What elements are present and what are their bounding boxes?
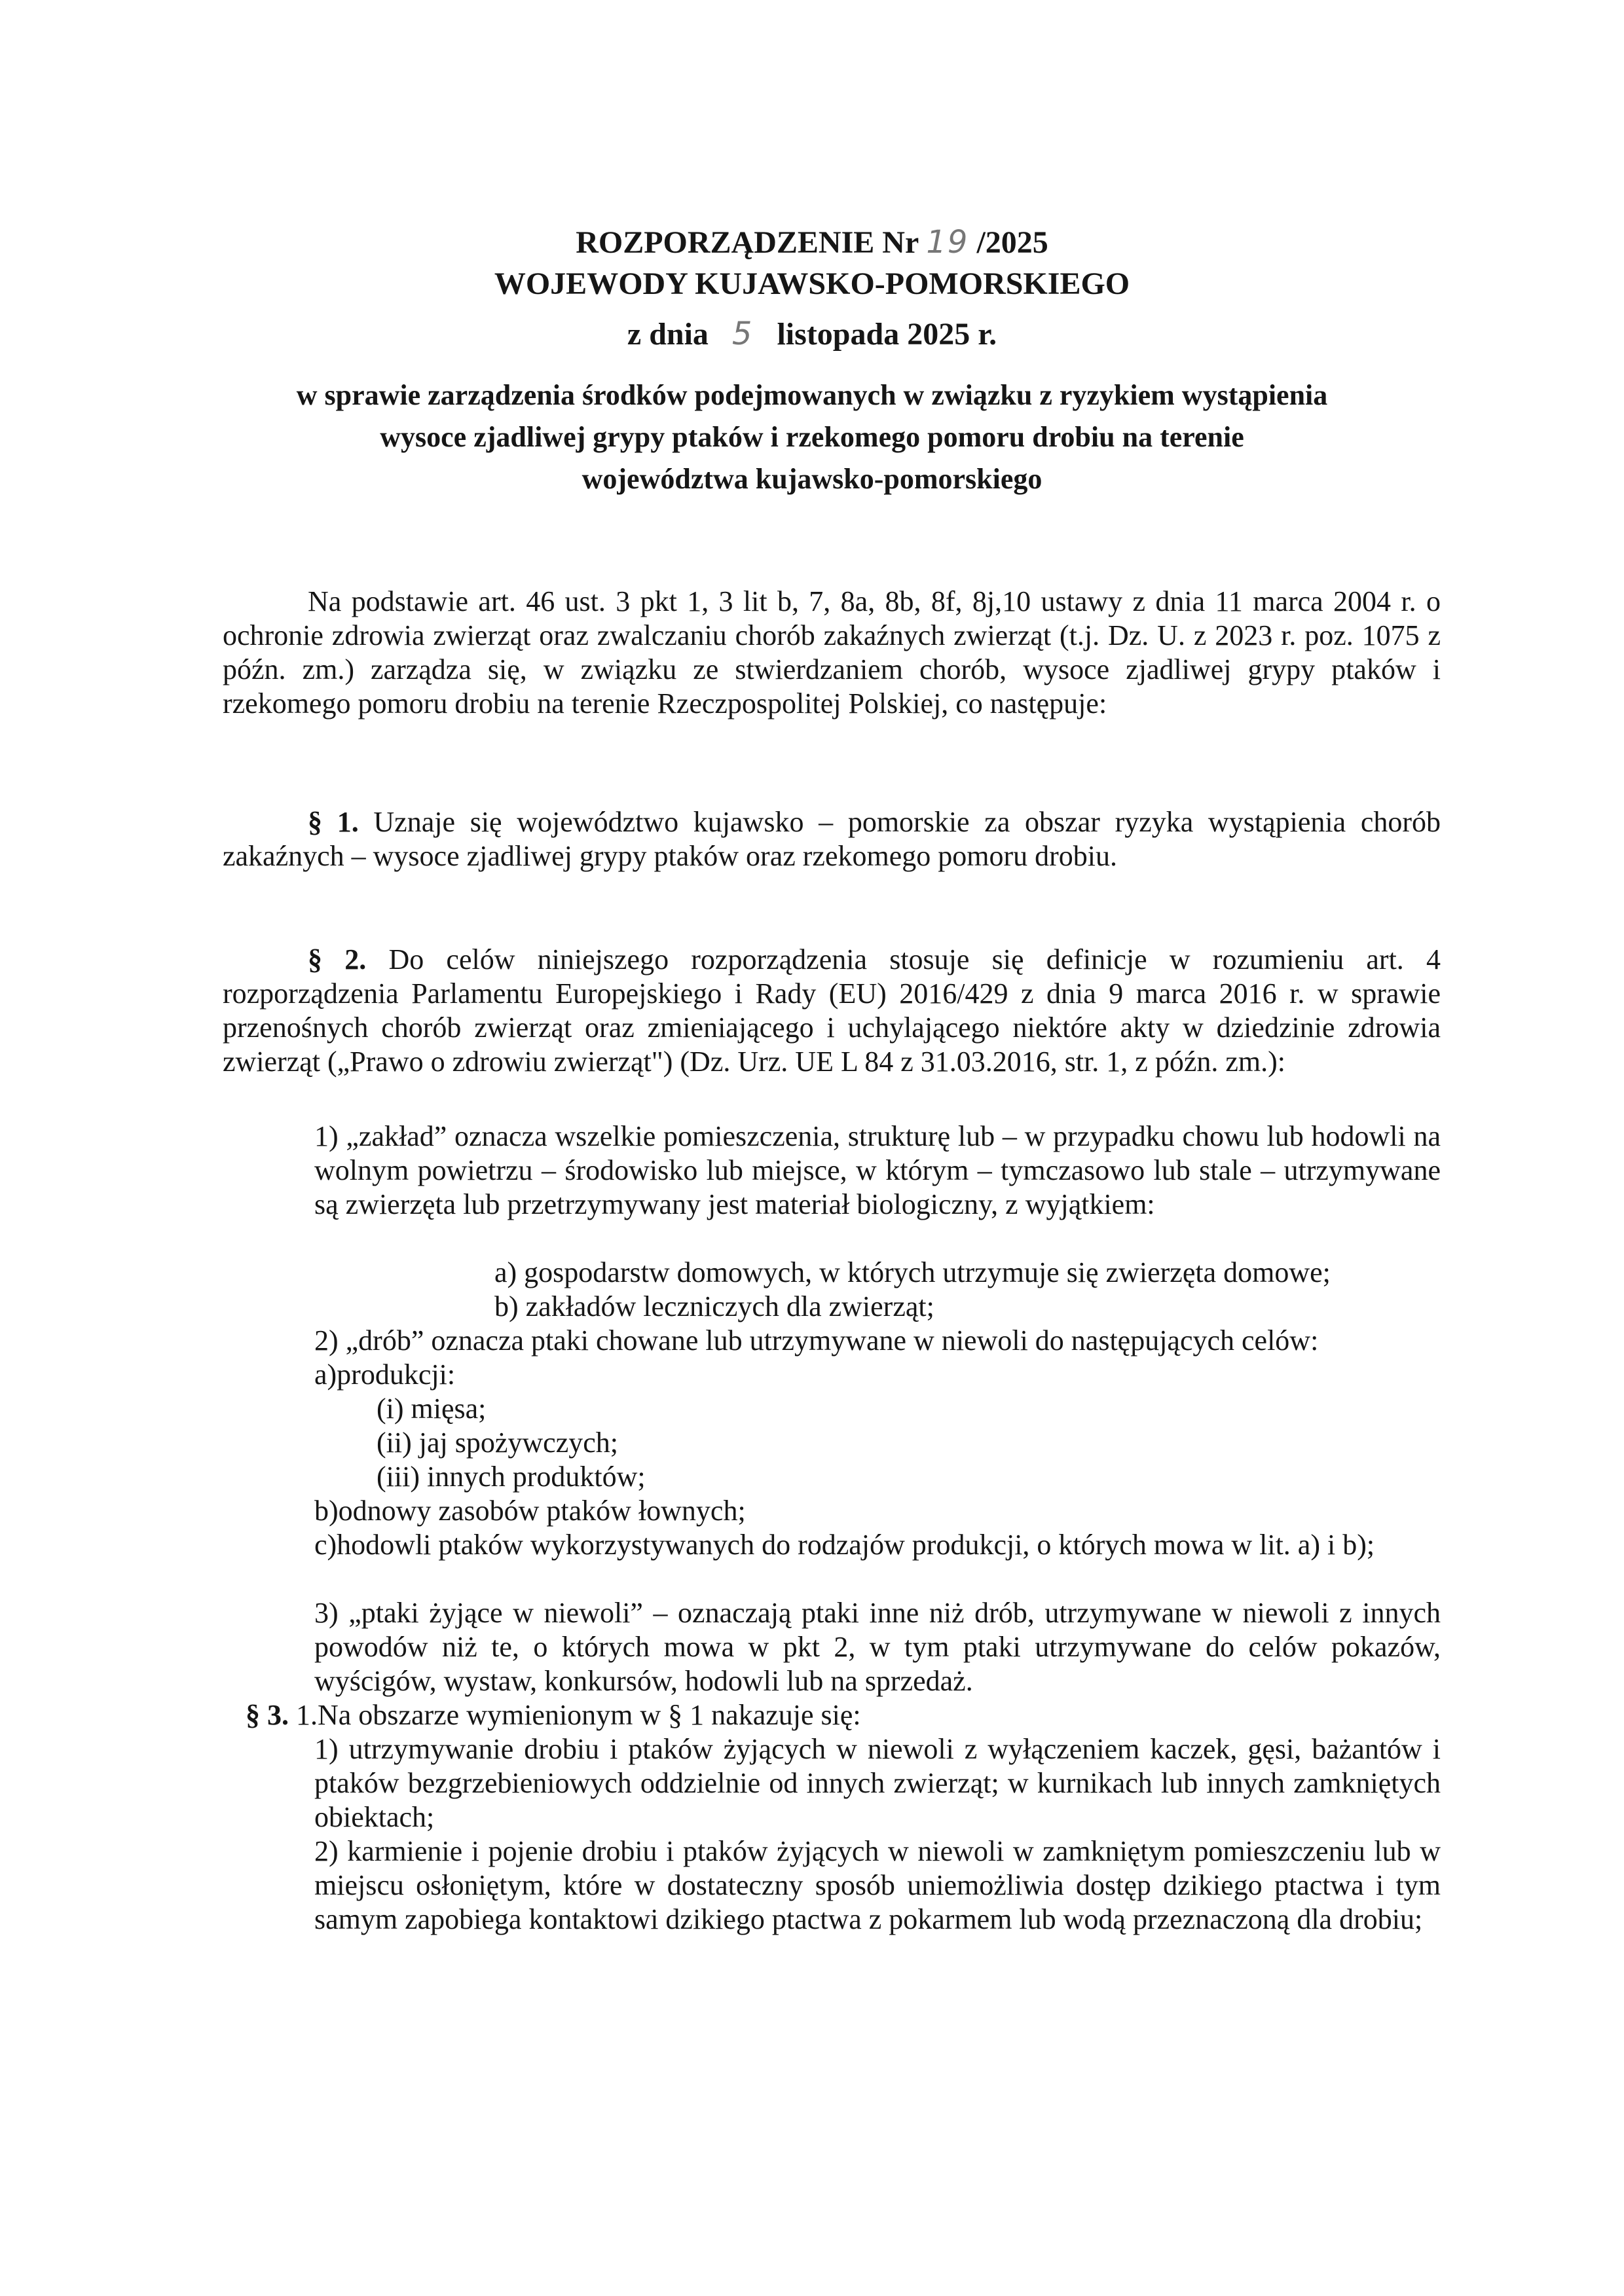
issuing-authority: WOJEWODY KUJAWSKO-POMORSKIEGO [494, 266, 1130, 301]
regulation-date [0, 313, 1624, 355]
legal-basis-paragraph: Na podstawie art. 46 ust. 3 pkt 1, 3 lit b, 7, 8a, 8b, 8f, 8j,10 ustawy z dnia 11 marca 2004 r. o ochronie zdrowia zwierząt oraz zwalczaniu chorób zakaźnych zwierząt (t.j. Dz. U. z 2023 r. poz. 1075 z późn. zm.) zarządza się, w związku ze stwierdzaniem chorób, wysoce zjadliwej grypy ptaków i rzekomego pomoru drobiu na terenie Rzeczpospolitej Polskiej, co następuje: [223, 585, 1441, 720]
definition-poultry-a-iii: (iii) innych produktów; [377, 1461, 646, 1493]
section-3-intro [246, 1698, 861, 1732]
section-3-item-1: 1) utrzymywanie drobiu i ptaków żyjących w niewoli z wyłączeniem kaczek, gęsi, bażantów i ptaków bezgrzebieniowych oddzielnie od innych zwierząt; w kurnikach lub innych zamkniętych obiektach; [314, 1733, 1441, 1833]
definition-poultry-a-i: (i) mięsa; [377, 1393, 487, 1425]
section-1 [223, 805, 1441, 873]
section-3-label: § 3. [246, 1699, 289, 1731]
section-3-intro-text: 1.Na obszarze wymienionym w § 1 nakazuje się: [296, 1699, 861, 1731]
definition-poultry-a: a)produkcji: [314, 1358, 456, 1391]
definition-poultry-b: b)odnowy zasobów ptaków łownych; [314, 1495, 746, 1527]
definition-establishment-exception-a: a) gospodarstw domowych, w których utrzymuje się zwierzęta domowe; [494, 1256, 1331, 1288]
section-2-text: Do celów niniejszego rozporządzenia stosuje się definicje w rozumieniu art. 4 rozporządzenia Parlamentu Europejskiego i Rady (EU) 2016/429 z dnia 9 marca 2016 r. w sprawie przenośnych chorób zwierząt oraz zmieniającego i uchylającego niektóre akty w dziedzinie zdrowia zwierząt („Prawo o zdrowiu zwierząt") (Dz. Urz. UE L 84 z 31.03.2016, str. 1, z późn. zm.): [223, 943, 1441, 1078]
handwritten-day: 5 [731, 316, 754, 352]
section-2 [223, 943, 1441, 1079]
regulation-title [0, 221, 1624, 264]
section-1-label: § 1. [308, 806, 359, 838]
section-1-text: Uznaje się województwo kujawsko – pomorskie za obszar ryzyka wystąpienia chorób zakaźnych – wysoce zjadliwej grypy ptaków oraz rzekomego pomoru drobiu. [223, 806, 1441, 872]
subject-line: wysoce zjadliwej grypy ptaków i rzekomego pomoru drobiu na terenie [380, 421, 1244, 453]
subject-line: w sprawie zarządzenia środków podejmowanych w związku z ryzykiem wystąpienia [296, 379, 1328, 411]
definition-poultry-a-ii: (ii) jaj spożywczych; [377, 1427, 618, 1459]
definition-captive-birds: 3) „ptaki żyjące w niewoli” – oznaczają ptaki inne niż drób, utrzymywane w niewoli z innych powodów niż te, o których mowa w pkt 2, w tym ptaki utrzymywane do celów pokazów, wyścigów, wystaw, konkursów, hodowli lub na sprzedaż. [314, 1597, 1441, 1697]
definition-poultry-c: c)hodowli ptaków wykorzystywanych do rodzajów produkcji, o których mowa w lit. a) i b); [314, 1529, 1375, 1561]
handwritten-number: 19 [926, 224, 969, 261]
definition-establishment: 1) „zakład” oznacza wszelkie pomieszczenia, strukturę lub – w przypadku chowu lub hodowli na wolnym powietrzu – środowisko lub miejsce, w którym – tymczasowo lub stale – utrzymywane są zwierzęta lub przetrzymywany jest materiał biologiczny, z wyjątkiem: [314, 1120, 1441, 1220]
definition-establishment-exception-b: b) zakładów leczniczych dla zwierząt; [494, 1290, 934, 1322]
title-prefix: ROZPORZĄDZENIE Nr [576, 225, 919, 260]
section-2-label: § 2. [308, 943, 367, 975]
date-suffix: listopada 2025 r. [777, 317, 997, 352]
title-suffix: /2025 [976, 225, 1048, 260]
subject-line: województwa kujawsko-pomorskiego [581, 463, 1043, 495]
definition-poultry: 2) „drób” oznacza ptaki chowane lub utrzymywane w niewoli do następujących celów: [314, 1324, 1319, 1357]
regulation-subject [196, 374, 1428, 500]
date-prefix: z dnia [627, 317, 709, 352]
section-3-item-2: 2) karmienie i pojenie drobiu i ptaków żyjących w niewoli w zamkniętym pomieszczeniu lub w miejscu osłoniętym, które w dostateczny sposób uniemożliwia dostęp dzikiego ptactwa i tym samym zapobiega kontaktowi dzikiego ptactwa z pokarmem lub wodą przeznaczoną dla drobiu; [314, 1835, 1441, 1935]
